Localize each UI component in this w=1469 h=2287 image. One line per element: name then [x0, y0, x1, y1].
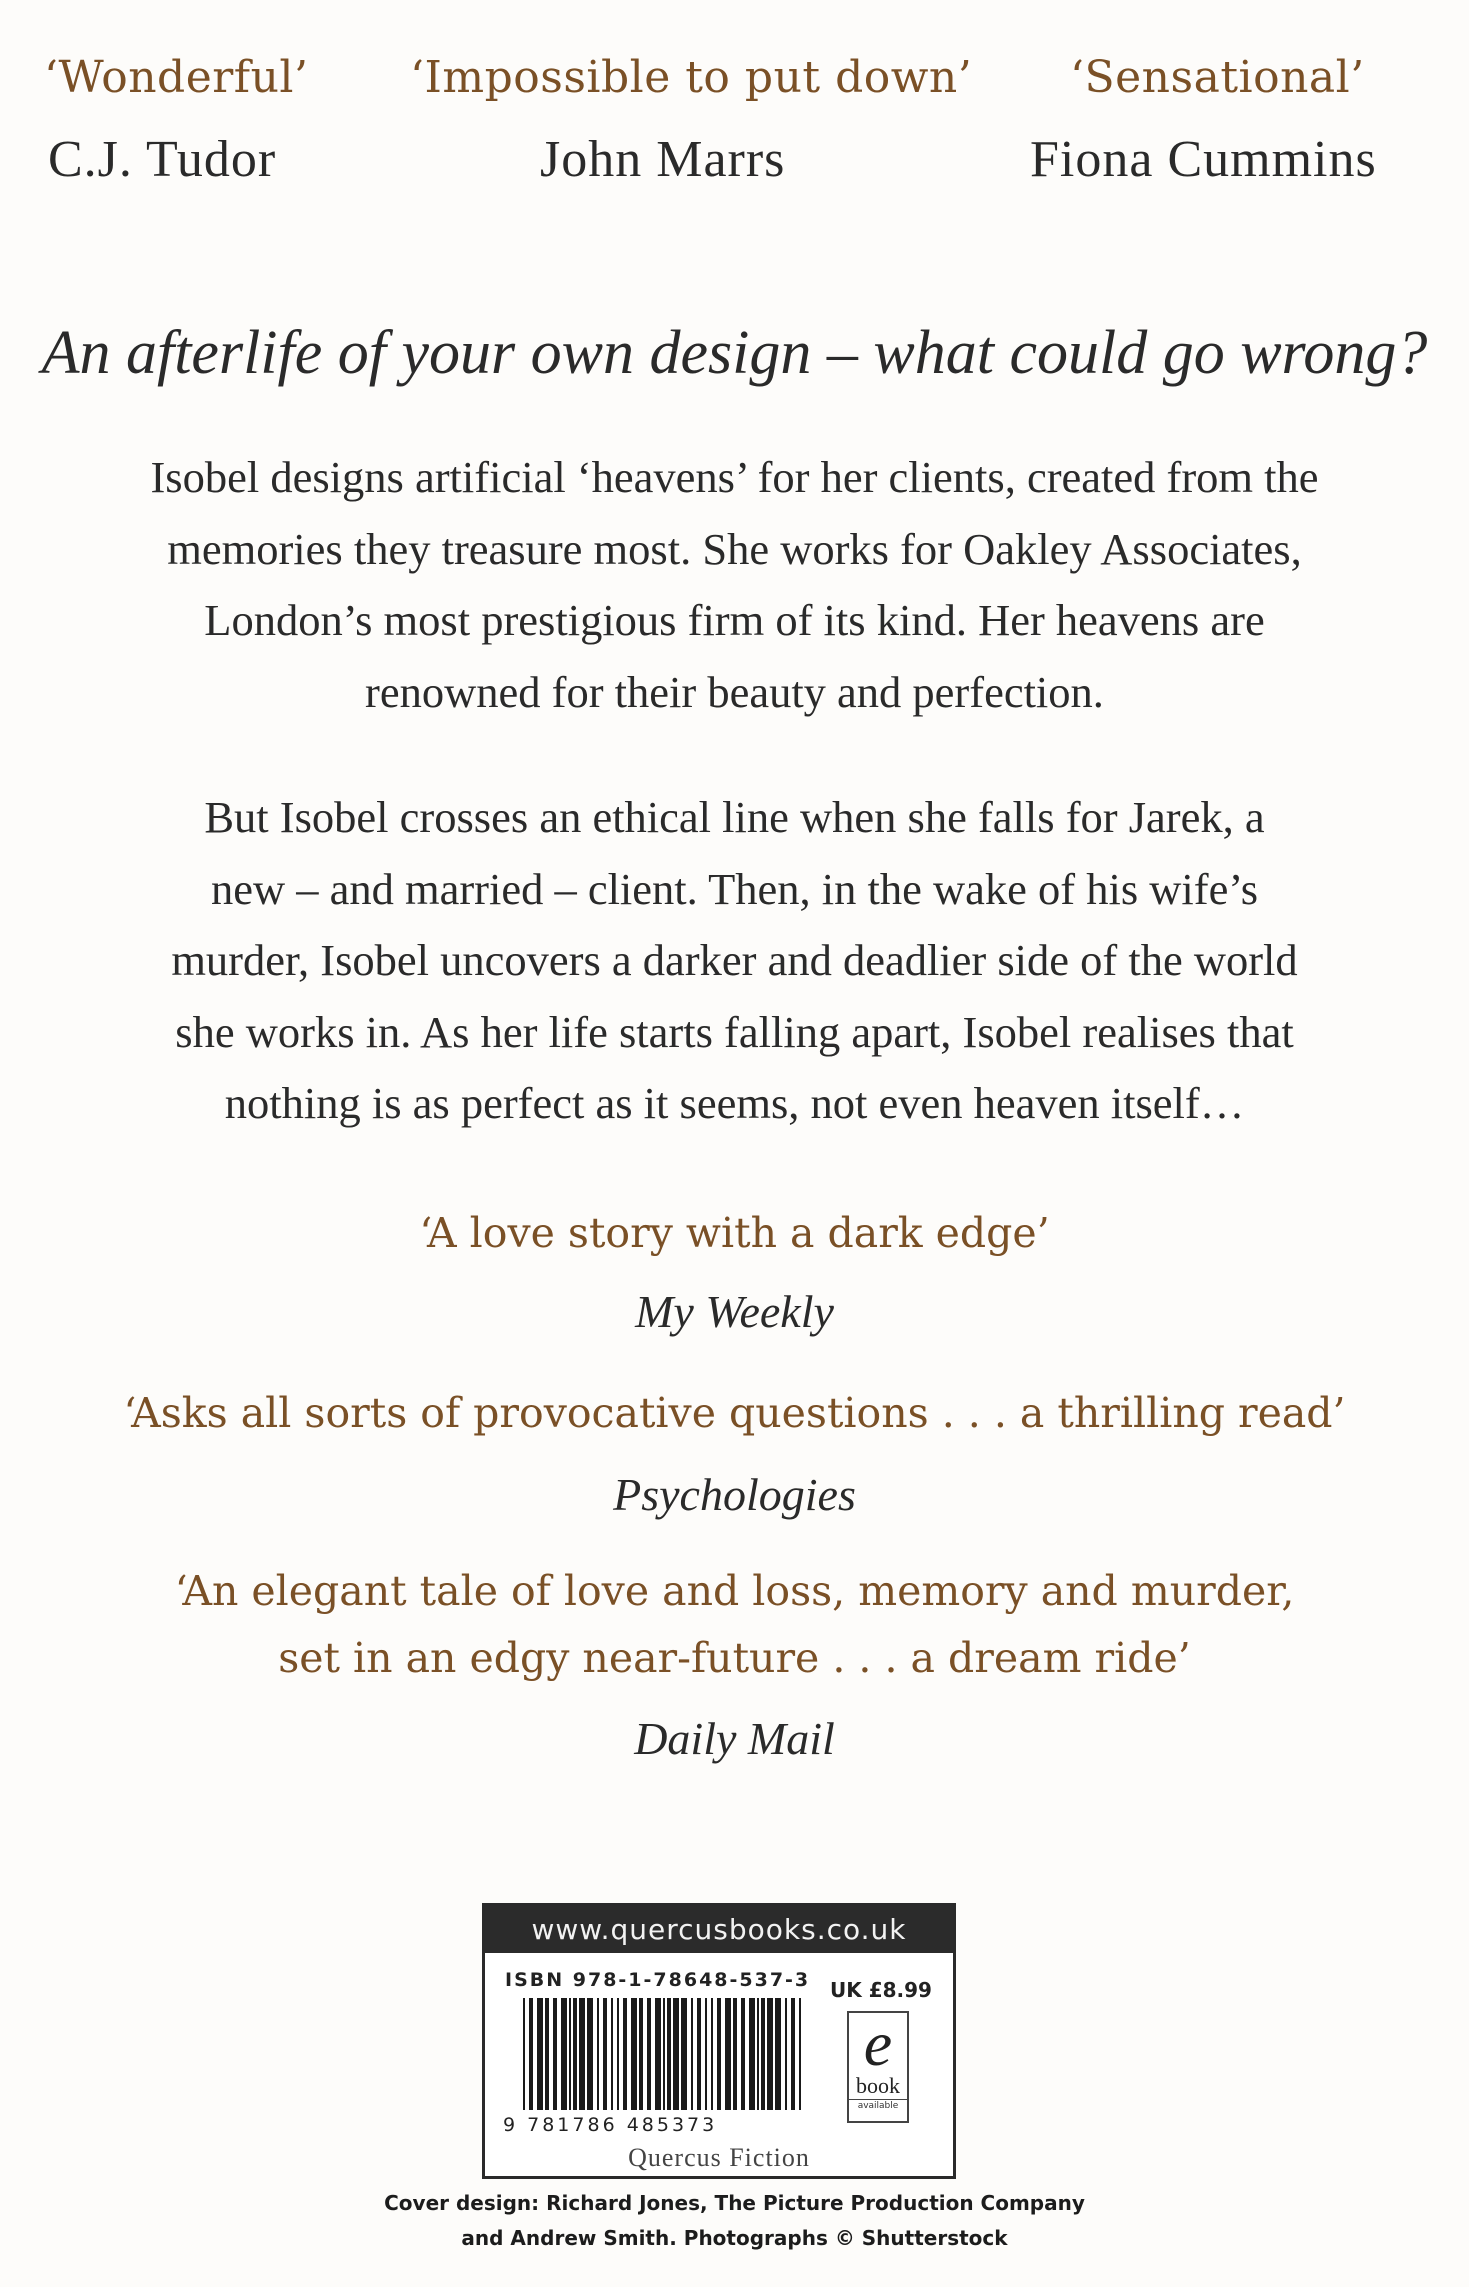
barcode-bar	[647, 1998, 651, 2110]
barcode-bar	[573, 1998, 577, 2110]
barcode-bars	[523, 1998, 833, 2110]
credit-line: and Andrew Smith. Photographs © Shutterstock	[461, 2226, 1008, 2250]
barcode-bar	[597, 1998, 599, 2110]
barcode-bar	[529, 1998, 533, 2110]
review-line: ‘Asks all sorts of provocative questions . . . a thrilling read’	[123, 1389, 1346, 1437]
barcode-bar	[561, 1998, 567, 2110]
barcode-bar	[799, 1998, 801, 2110]
barcode-bar	[617, 1998, 619, 2110]
synopsis-line: memories they treasure most. She works for Oakley Associates,	[167, 523, 1302, 574]
barcode-bar	[663, 1998, 665, 2110]
barcode-bar	[697, 1998, 701, 2110]
synopsis-paragraph	[60, 782, 1409, 1140]
barcode-bar	[717, 1998, 721, 2110]
barcode-bar	[761, 1998, 765, 2110]
barcode-bar	[523, 1998, 525, 2110]
barcode-bar	[639, 1998, 643, 2110]
synopsis-line: new – and married – client. Then, in the wake of his wife’s	[210, 863, 1259, 914]
barcode-bar	[587, 1998, 593, 2110]
barcode-bar	[631, 1998, 637, 2110]
barcode-bar	[785, 1998, 787, 2110]
barcode-bar	[691, 1998, 693, 2110]
barcode-bar	[569, 1998, 571, 2110]
synopsis-line: Isobel designs artificial ‘heavens’ for her clients, created from the	[150, 452, 1319, 502]
barcode-bar	[545, 1998, 549, 2110]
barcode-bar	[733, 1998, 737, 2110]
ebook-word: book	[856, 2073, 900, 2098]
review-source: My Weekly	[635, 1286, 834, 1337]
blurb-author: Fiona Cummins	[1030, 131, 1377, 188]
publisher-url: www.quercusbooks.co.uk	[485, 1906, 953, 1953]
review-quote	[0, 1558, 1469, 1692]
synopsis-line: nothing is as perfect as it seems, not even heaven itself…	[224, 1078, 1245, 1128]
tagline: An afterlife of your own design – what could go wrong?	[41, 319, 1428, 387]
barcode-bar	[749, 1998, 755, 2110]
blurb-author: C.J. Tudor	[48, 131, 277, 188]
review-line: ‘An elegant tale of love and loss, memory and murder,	[174, 1567, 1295, 1615]
barcode-bar	[611, 1998, 613, 2110]
barcode-bar	[553, 1998, 557, 2110]
barcode-bar	[711, 1998, 713, 2110]
barcode-bar	[705, 1998, 707, 2110]
barcode-bar	[667, 1998, 671, 2110]
barcode-bar	[725, 1998, 731, 2110]
review-line: set in an edgy near-future . . . a dream ride’	[278, 1634, 1191, 1682]
synopsis-line: London’s most prestigious firm of its kind. Her heavens are	[204, 595, 1265, 645]
synopsis-line: renowned for their beauty and perfection.	[365, 666, 1104, 717]
barcode-bar	[603, 1998, 607, 2110]
review-source: Daily Mail	[634, 1713, 835, 1764]
review-quote	[0, 1380, 1469, 1447]
blurb-author: John Marrs	[540, 131, 786, 188]
barcode-bar	[673, 1998, 679, 2110]
barcode-panel	[482, 1903, 956, 2179]
price-label: UK £8.99	[830, 1978, 932, 2002]
synopsis-paragraph	[60, 442, 1409, 728]
review-line: ‘A love story with a dark edge’	[419, 1209, 1050, 1257]
blurb-quote: ‘Wonderful’	[44, 52, 309, 103]
barcode-bar	[681, 1998, 687, 2110]
barcode-bar	[623, 1998, 627, 2110]
cover-credits	[0, 2186, 1469, 2256]
imprint-label: Quercus Fiction	[628, 2143, 810, 2172]
barcode-bar	[537, 1998, 543, 2110]
blurb-quote: ‘Sensational’	[1070, 52, 1365, 103]
barcode-digits: 9 781786 485373	[503, 2114, 718, 2136]
ebook-letter: e	[863, 2008, 893, 2079]
ebook-icon	[847, 2008, 909, 2123]
synopsis-line: she works in. As her life starts falling apart, Isobel realises that	[175, 1006, 1294, 1057]
ebook-note: available	[849, 2099, 907, 2112]
barcode-bar	[579, 1998, 585, 2110]
barcode-bar	[741, 1998, 745, 2110]
synopsis-line: But Isobel crosses an ethical line when she falls for Jarek, a	[204, 792, 1265, 842]
blurb-quote: ‘Impossible to put down’	[410, 52, 973, 103]
barcode-bar	[791, 1998, 795, 2110]
barcode-bar	[767, 1998, 773, 2110]
review-quote	[0, 1200, 1469, 1267]
review-source: Psychologies	[613, 1469, 856, 1520]
barcode-bar	[757, 1998, 759, 2110]
credit-line: Cover design: Richard Jones, The Picture Production Company	[384, 2191, 1085, 2215]
barcode-bar	[775, 1998, 781, 2110]
isbn-label: ISBN 978-1-78648-537-3	[505, 1969, 811, 1991]
synopsis-line: murder, Isobel uncovers a darker and deadlier side of the world	[171, 935, 1298, 985]
barcode-bar	[655, 1998, 661, 2110]
